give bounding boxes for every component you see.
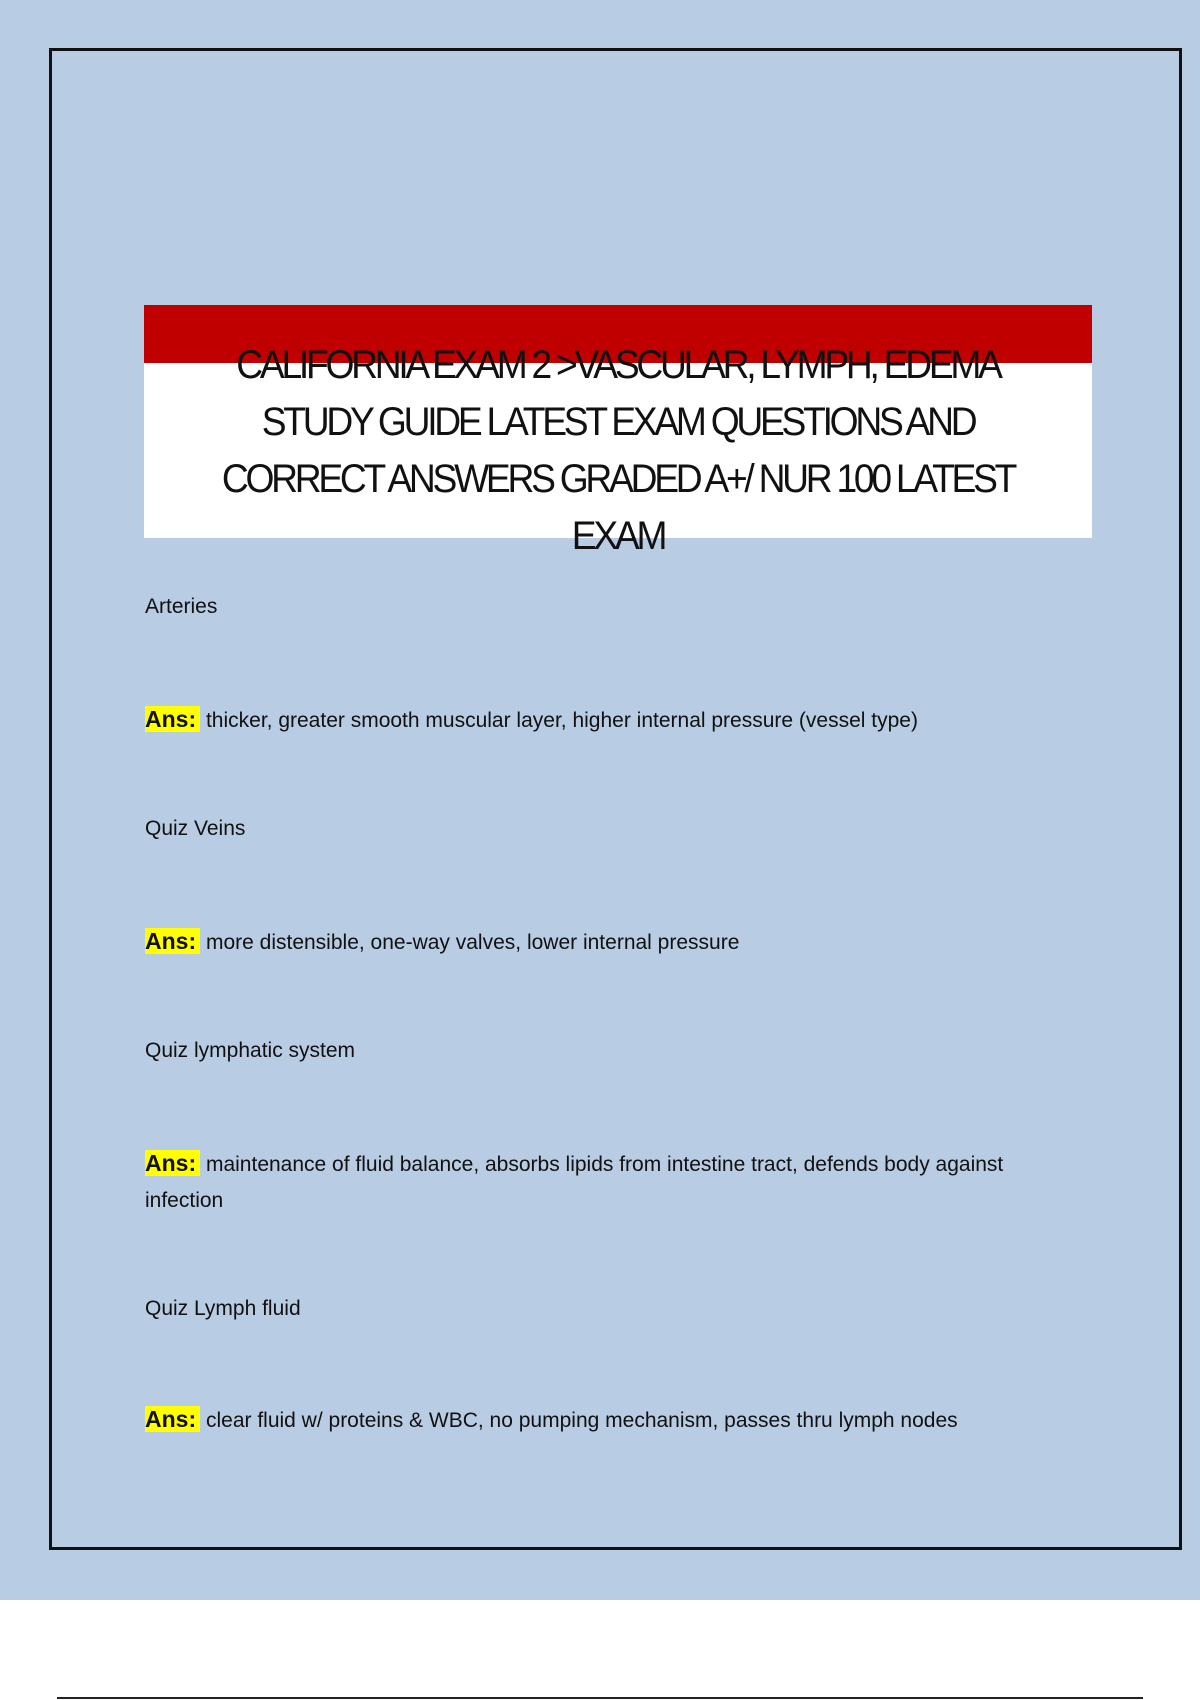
title-box [144,342,1092,558]
answer-label: Ans: [145,1150,200,1176]
answer-text: maintenance of fluid balance, absorbs lipids from intestine tract, defends body against infection [145,1153,1004,1212]
answer-3 [145,1145,1085,1219]
answer-label: Ans: [145,928,200,954]
answer-1 [145,701,1085,739]
question-4: Quiz Lymph fluid [145,1297,301,1320]
question-1: Arteries [145,595,218,618]
answer-text: clear fluid w/ proteins & WBC, no pumping mechanism, passes thru lymph nodes [205,1409,958,1432]
answer-text: more distensible, one-way valves, lower internal pressure [205,931,740,954]
question-3: Quiz lymphatic system [145,1039,356,1062]
answer-text: thicker, greater smooth muscular layer, higher internal pressure (vessel type) [205,709,918,732]
answer-label: Ans: [145,1406,200,1432]
answer-4 [145,1401,1085,1439]
footer-rule [57,1697,1143,1699]
question-2: Quiz Veins [145,817,246,840]
answer-label: Ans: [145,706,200,732]
answer-2 [145,923,1085,961]
document-title: CALIFORNIA EXAM 2 >VASCULAR, LYMPH, EDEMA STUDY GUIDE LATEST EXAM QUESTIONS AND CORRECT ANSWERS GRADED A+/ NUR 100 LATEST EXAM [221,342,1015,558]
